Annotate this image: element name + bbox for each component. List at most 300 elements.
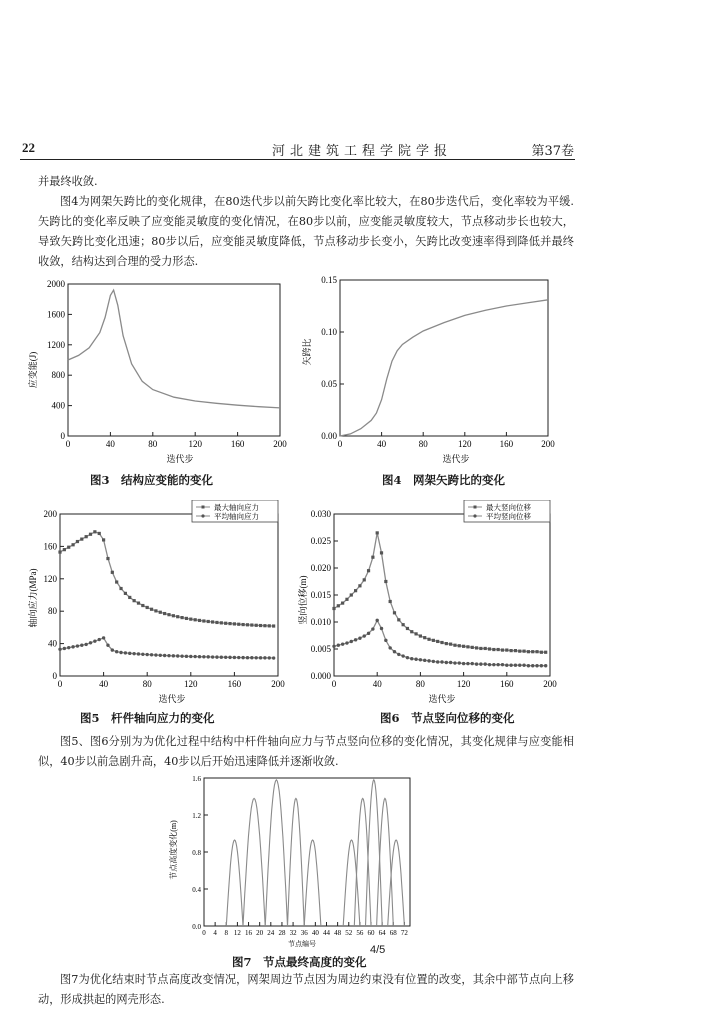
legend-marker: [201, 514, 204, 517]
data-point: [268, 656, 271, 659]
y-axis-label: 节点高度变化(m): [169, 820, 178, 880]
data-point: [414, 658, 417, 661]
data-point: [410, 630, 413, 633]
data-point: [272, 656, 275, 659]
data-point: [479, 647, 482, 650]
data-point: [237, 656, 240, 659]
x-tick-label: 160: [499, 439, 514, 449]
x-tick-label: 40: [105, 439, 115, 449]
data-point: [471, 646, 474, 649]
y-tick-label: 0.020: [310, 563, 331, 573]
data-point: [228, 622, 231, 625]
data-point: [185, 617, 188, 620]
y-axis-label: 矢跨比: [302, 338, 312, 366]
height-arch: [265, 780, 287, 926]
x-tick-label: 80: [418, 439, 428, 449]
y-tick-label: 1600: [47, 309, 65, 320]
x-tick-label: 60: [367, 929, 375, 937]
x-axis-label: 迭代步: [428, 694, 456, 704]
data-point: [406, 627, 409, 630]
series-line: [60, 532, 274, 626]
data-point: [471, 662, 474, 665]
data-point: [198, 655, 201, 658]
data-point: [89, 533, 92, 536]
data-point: [176, 654, 179, 657]
data-point: [414, 632, 417, 635]
data-point: [111, 648, 114, 651]
data-point: [119, 587, 122, 590]
y-tick-label: 0.05: [321, 379, 337, 389]
data-point: [371, 627, 374, 630]
data-point: [163, 612, 166, 615]
x-tick-label: 20: [256, 929, 264, 937]
data-point: [211, 655, 214, 658]
data-point: [332, 645, 335, 648]
data-point: [172, 614, 175, 617]
data-point: [479, 662, 482, 665]
data-point: [354, 589, 357, 592]
data-point: [102, 636, 105, 639]
data-point: [350, 593, 353, 596]
data-point: [115, 580, 118, 583]
x-tick-label: 200: [541, 439, 555, 449]
data-point: [102, 538, 105, 541]
data-point: [220, 656, 223, 659]
data-point: [128, 596, 131, 599]
data-point: [93, 639, 96, 642]
data-point: [250, 656, 253, 659]
data-point: [189, 655, 192, 658]
data-point: [401, 654, 404, 657]
data-point: [189, 618, 192, 621]
x-tick-label: 200: [273, 439, 287, 449]
data-point: [337, 604, 340, 607]
data-point: [233, 656, 236, 659]
y-tick-label: 0.005: [310, 644, 331, 654]
body-text-top: [38, 172, 574, 272]
data-point: [384, 639, 387, 642]
data-point: [423, 636, 426, 639]
x-tick-label: 160: [227, 679, 242, 689]
data-point: [63, 647, 66, 650]
data-point: [427, 638, 430, 641]
data-point: [475, 646, 478, 649]
data-point: [540, 664, 543, 667]
data-point: [389, 600, 392, 603]
x-tick-label: 0: [337, 439, 343, 449]
data-point: [419, 634, 422, 637]
data-point: [488, 647, 491, 650]
x-tick-label: 8: [224, 929, 229, 937]
running-header: [0, 138, 724, 162]
x-tick-label: 120: [184, 679, 198, 689]
figure-6-caption: 图6 节点竖向位移的变化: [380, 711, 515, 725]
data-point: [124, 592, 127, 595]
paragraph: 并最终收敛.: [38, 175, 98, 188]
data-point: [67, 646, 70, 649]
data-point: [497, 648, 500, 651]
y-tick-label: 0.0: [192, 923, 201, 931]
plot-frame: [340, 280, 548, 436]
x-tick-label: 48: [334, 929, 342, 937]
data-point: [176, 615, 179, 618]
body-text-middle: [38, 732, 574, 772]
legend-marker: [474, 506, 477, 509]
x-tick-label: 80: [142, 679, 152, 689]
y-tick-label: 1.6: [192, 775, 201, 783]
y-tick-label: 160: [43, 541, 57, 552]
data-point: [76, 644, 79, 647]
data-point: [432, 639, 435, 642]
data-point: [531, 650, 534, 653]
figure-5-chart: [22, 500, 292, 708]
x-tick-label: 120: [458, 439, 472, 449]
data-point: [535, 664, 538, 667]
y-tick-label: 0.025: [310, 536, 331, 546]
series-line: [68, 290, 280, 408]
data-point: [440, 641, 443, 644]
data-point: [492, 663, 495, 666]
data-point: [466, 662, 469, 665]
volume-label: 第37卷: [531, 144, 574, 159]
y-tick-label: 0.4: [192, 886, 201, 894]
data-point: [159, 654, 162, 657]
y-tick-label: 40: [48, 638, 57, 649]
data-point: [89, 641, 92, 644]
x-tick-label: 40: [372, 679, 382, 689]
journal-title: 河北建筑工程学院学报: [271, 144, 452, 159]
data-point: [255, 624, 258, 627]
x-tick-label: 120: [188, 439, 202, 449]
data-point: [263, 656, 266, 659]
x-tick-label: 4: [213, 929, 217, 937]
data-point: [224, 656, 227, 659]
x-tick-label: 0: [65, 439, 71, 449]
data-point: [115, 650, 118, 653]
data-point: [228, 656, 231, 659]
figure-3-caption: 图3 结构应变能的变化: [90, 473, 214, 487]
data-point: [384, 580, 387, 583]
figure-4-caption: 图4 网架矢跨比的变化: [382, 473, 506, 487]
data-point: [367, 569, 370, 572]
x-tick-label: 160: [500, 679, 514, 689]
y-axis-label: 应变能(J): [28, 351, 38, 389]
data-point: [350, 640, 353, 643]
data-point: [207, 620, 210, 623]
paragraph: 图4为网架矢跨比的变化规律，在80迭代步以前矢跨比变化率比较大，在80步迭代后，变化率较为平缓.矢跨比的变化率反映了应变能灵敏度的变化情况，在80步以前，应变能灵敏度较大，节点移动步长也较大，导致矢跨比变化迅速；80步以后，应变能灵敏度降低，节点移动步长变小，矢跨比改变速率得到降低并最终收敛，结构达到合理的受力形态.: [38, 195, 574, 268]
data-point: [119, 651, 122, 654]
data-point: [462, 662, 465, 665]
data-point: [544, 664, 547, 667]
x-tick-label: 52: [345, 929, 353, 937]
data-point: [150, 608, 153, 611]
y-tick-label: 0.8: [192, 849, 201, 857]
figure-5-caption: 图5 杆件轴向应力的变化: [80, 711, 215, 725]
data-point: [250, 623, 253, 626]
legend-label: 平均竖向位移: [486, 512, 531, 521]
x-tick-label: 80: [415, 679, 425, 689]
data-point: [522, 664, 525, 667]
y-axis-label: 轴向应力(MPa): [28, 568, 38, 628]
data-point: [241, 656, 244, 659]
data-point: [85, 535, 88, 538]
data-point: [106, 644, 109, 647]
data-point: [397, 618, 400, 621]
data-point: [505, 648, 508, 651]
y-tick-label: 0.015: [310, 590, 331, 600]
data-point: [475, 662, 478, 665]
data-point: [514, 664, 517, 667]
series-line: [340, 300, 548, 436]
data-point: [194, 618, 197, 621]
data-point: [510, 649, 513, 652]
data-point: [220, 621, 223, 624]
data-point: [202, 655, 205, 658]
x-tick-label: 40: [377, 439, 387, 449]
data-point: [419, 658, 422, 661]
y-tick-label: 120: [43, 573, 57, 584]
data-point: [397, 653, 400, 656]
y-tick-label: 400: [51, 400, 65, 411]
data-point: [193, 655, 196, 658]
data-point: [211, 620, 214, 623]
x-tick-label: 36: [300, 929, 308, 937]
data-point: [202, 619, 205, 622]
data-point: [93, 530, 96, 533]
data-point: [527, 664, 530, 667]
data-point: [376, 531, 379, 534]
data-point: [449, 661, 452, 664]
page-marker: 4/5: [370, 944, 386, 956]
data-point: [233, 622, 236, 625]
data-point: [98, 532, 101, 535]
x-tick-label: 0: [57, 679, 63, 689]
data-point: [423, 659, 426, 662]
x-axis-label: 迭代步: [442, 454, 470, 464]
y-tick-label: 0.00: [321, 431, 337, 441]
x-tick-label: 24: [267, 929, 275, 937]
data-point: [363, 578, 366, 581]
data-point: [259, 624, 262, 627]
y-tick-label: 0.010: [310, 617, 331, 627]
data-point: [380, 551, 383, 554]
figure-7-chart: [166, 770, 416, 950]
y-tick-label: 800: [51, 370, 65, 381]
x-tick-label: 0: [202, 929, 206, 937]
data-point: [488, 663, 491, 666]
data-point: [484, 662, 487, 665]
header-rule: [20, 159, 575, 160]
data-point: [535, 650, 538, 653]
paragraph: 图5、图6分别为为优化过程中结构中杆件轴向应力与节点竖向位移的变化情况，其变化规律与应变能相似，40步以前急剧升高，40步以后开始迅速降低并逐渐收敛.: [38, 735, 574, 768]
x-tick-label: 40: [311, 929, 319, 937]
data-point: [376, 619, 379, 622]
data-point: [458, 661, 461, 664]
data-point: [380, 627, 383, 630]
data-point: [462, 645, 465, 648]
legend-label: 平均轴向应力: [214, 512, 259, 521]
data-point: [410, 657, 413, 660]
data-point: [84, 643, 87, 646]
y-tick-label: 80: [48, 606, 57, 617]
data-point: [246, 623, 249, 626]
series-line: [334, 620, 546, 665]
height-arch: [243, 798, 265, 926]
data-point: [388, 646, 391, 649]
x-tick-label: 200: [543, 679, 557, 689]
data-point: [246, 656, 249, 659]
data-point: [466, 645, 469, 648]
data-point: [215, 621, 218, 624]
data-point: [341, 602, 344, 605]
data-point: [367, 632, 370, 635]
data-point: [146, 606, 149, 609]
data-point: [137, 602, 140, 605]
data-point: [501, 663, 504, 666]
data-point: [255, 656, 258, 659]
y-tick-label: 0: [52, 671, 57, 681]
data-point: [63, 548, 66, 551]
y-tick-label: 0.10: [321, 327, 337, 337]
data-point: [354, 638, 357, 641]
data-point: [154, 609, 157, 612]
data-point: [337, 644, 340, 647]
data-point: [345, 598, 348, 601]
data-point: [341, 642, 344, 645]
data-point: [427, 659, 430, 662]
x-tick-label: 40: [99, 679, 109, 689]
x-axis-label: 迭代步: [166, 454, 194, 464]
data-point: [132, 652, 135, 655]
x-tick-label: 72: [400, 929, 408, 937]
data-point: [128, 652, 131, 655]
data-point: [150, 653, 153, 656]
height-arch: [226, 840, 243, 926]
height-arch: [377, 798, 394, 926]
x-tick-label: 64: [378, 929, 386, 937]
height-arch: [354, 798, 371, 926]
x-axis-label: 节点编号: [288, 940, 316, 948]
data-point: [445, 661, 448, 664]
data-point: [98, 638, 101, 641]
figure-7-caption: 图7 节点最终高度的变化: [232, 955, 367, 969]
data-point: [540, 651, 543, 654]
x-tick-label: 0: [331, 679, 337, 689]
figure-4-chart: [296, 272, 566, 468]
x-tick-label: 120: [456, 679, 471, 689]
y-tick-label: 200: [43, 509, 57, 519]
data-point: [436, 640, 439, 643]
y-axis-label: 竖向位移(m): [298, 575, 308, 625]
data-point: [263, 624, 266, 627]
data-point: [268, 624, 271, 627]
data-point: [345, 641, 348, 644]
data-point: [58, 550, 61, 553]
x-tick-label: 80: [148, 439, 158, 449]
data-point: [402, 623, 405, 626]
data-point: [167, 613, 170, 616]
data-point: [484, 647, 487, 650]
data-point: [67, 546, 70, 549]
data-point: [518, 650, 521, 653]
data-point: [501, 648, 504, 651]
height-arch: [304, 840, 321, 926]
data-point: [371, 556, 374, 559]
data-point: [518, 664, 521, 667]
data-point: [76, 540, 79, 543]
data-point: [496, 663, 499, 666]
page-number: 22: [22, 140, 35, 155]
data-point: [432, 660, 435, 663]
x-tick-label: 32: [289, 929, 297, 937]
data-point: [332, 607, 335, 610]
data-point: [505, 664, 508, 667]
data-point: [453, 644, 456, 647]
data-point: [237, 623, 240, 626]
data-point: [124, 651, 127, 654]
data-point: [358, 637, 361, 640]
data-point: [458, 644, 461, 647]
data-point: [154, 653, 157, 656]
y-tick-label: 0.000: [310, 671, 331, 681]
data-point: [449, 643, 452, 646]
data-point: [544, 651, 547, 654]
data-point: [527, 650, 530, 653]
data-point: [141, 653, 144, 656]
data-point: [106, 557, 109, 560]
data-point: [159, 611, 162, 614]
data-point: [137, 652, 140, 655]
data-point: [163, 654, 166, 657]
data-point: [445, 642, 448, 645]
data-point: [207, 655, 210, 658]
y-tick-label: 0.15: [321, 275, 337, 285]
data-point: [522, 650, 525, 653]
x-tick-label: 68: [389, 929, 397, 937]
x-tick-label: 56: [356, 929, 364, 937]
x-tick-label: 160: [230, 439, 245, 449]
x-tick-label: 16: [245, 929, 253, 937]
data-point: [58, 648, 61, 651]
data-point: [363, 634, 366, 637]
data-point: [259, 656, 262, 659]
paragraph: 图7为优化结束时节点高度改变情况，网架周边节点因为周边约束没有位置的改变，其余中部节点向上移动，形成拱起的网壳形态.: [38, 973, 574, 1006]
data-point: [133, 599, 136, 602]
data-point: [358, 584, 361, 587]
series-line: [60, 638, 274, 658]
data-point: [111, 571, 114, 574]
data-point: [198, 619, 201, 622]
height-arch: [288, 798, 305, 926]
data-point: [71, 543, 74, 546]
plot-frame: [60, 514, 278, 676]
data-point: [146, 653, 149, 656]
y-tick-label: 2000: [47, 279, 65, 289]
data-point: [440, 660, 443, 663]
data-point: [215, 655, 218, 658]
legend-marker: [202, 506, 205, 509]
data-point: [242, 623, 245, 626]
data-point: [185, 655, 188, 658]
data-point: [393, 611, 396, 614]
data-point: [80, 538, 83, 541]
legend-label: 最大轴向应力: [214, 503, 259, 512]
body-text-bottom: [38, 970, 574, 1010]
x-tick-label: 200: [271, 679, 285, 689]
data-point: [453, 661, 456, 664]
x-axis-label: 迭代步: [158, 694, 186, 704]
data-point: [141, 604, 144, 607]
